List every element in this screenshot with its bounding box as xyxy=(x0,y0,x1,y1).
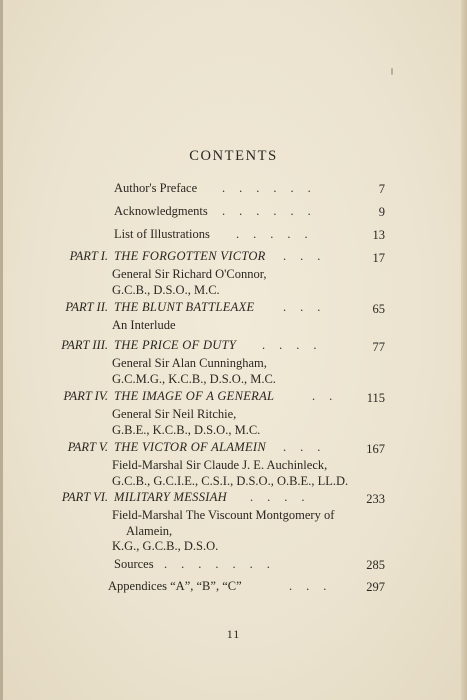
leader-dots: .... xyxy=(262,338,331,352)
folio-page-number: 11 xyxy=(226,627,241,641)
part-number: PART IV. xyxy=(63,389,108,403)
part-title: THE PRICE OF DUTY xyxy=(114,338,237,352)
page-number: 65 xyxy=(372,302,385,316)
part-number: PART III. xyxy=(61,338,108,352)
page-number: 17 xyxy=(372,251,385,265)
toc-entry-illustrations: List of Illustrations xyxy=(114,227,210,241)
part-number: PART VI. xyxy=(61,490,108,504)
part-number: PART V. xyxy=(67,440,108,454)
part-subject: General Sir Alan Cunningham, G.C.M.G., K.C.B., D.S.O., M.C. xyxy=(112,356,276,386)
contents-heading: CONTENTS xyxy=(189,148,278,164)
part-number: PART II. xyxy=(65,300,108,314)
leader-dots: ....... xyxy=(164,557,284,571)
toc-entry-acknowledgments: Acknowledgments xyxy=(114,204,208,218)
page-number: 297 xyxy=(366,580,385,594)
page-number: 77 xyxy=(372,340,385,354)
page-edge-right xyxy=(461,0,467,700)
part-title: THE FORGOTTEN VICTOR xyxy=(114,249,266,263)
part-title: THE VICTOR OF ALAMEIN xyxy=(114,440,267,454)
leader-dots: ...... xyxy=(222,181,325,195)
page-number: 7 xyxy=(378,182,385,196)
leader-dots: ... xyxy=(283,300,335,314)
leader-dots: .. xyxy=(312,389,347,403)
part-title: THE IMAGE OF A GENERAL xyxy=(114,389,275,403)
part-title: THE BLUNT BATTLEAXE xyxy=(114,300,255,314)
page-number: 167 xyxy=(366,442,385,456)
part-subject: Field-Marshal The Viscount Montgomery of Alamein, K.G., G.C.B., D.S.O. xyxy=(112,508,335,553)
leader-dots: ... xyxy=(289,579,341,593)
leader-dots: ... xyxy=(283,249,335,263)
page-number: 115 xyxy=(366,391,385,405)
toc-entry-sources: Sources xyxy=(114,557,154,571)
part-subject: An Interlude xyxy=(112,318,176,332)
part-subject: General Sir Richard O'Connor, G.C.B., D.S.O., M.C. xyxy=(112,267,267,297)
page-number: 9 xyxy=(378,205,385,219)
page-number: 13 xyxy=(372,228,385,242)
leader-dots: ..... xyxy=(236,227,322,241)
page-number: 285 xyxy=(366,558,385,572)
page-number: 233 xyxy=(366,492,385,506)
part-subject: Field-Marshal Sir Claude J. E. Auchinleck, G.C.B., G.C.I.E., C.S.I., D.S.O., O.B.E., LL.D. xyxy=(112,458,349,488)
toc-entry-appendices: Appendices “A”, “B”, “C” xyxy=(108,579,242,593)
part-title: MILITARY MESSIAH xyxy=(114,490,228,504)
part-number: PART I. xyxy=(69,249,108,263)
paper-mark xyxy=(391,68,393,75)
toc-entry-preface: Author's Preface xyxy=(114,181,198,195)
leader-dots: .... xyxy=(250,490,319,504)
leader-dots: ...... xyxy=(222,204,325,218)
part-subject: General Sir Neil Ritchie, G.B.E., K.C.B., D.S.O., M.C. xyxy=(112,407,261,437)
leader-dots: ... xyxy=(283,440,335,454)
